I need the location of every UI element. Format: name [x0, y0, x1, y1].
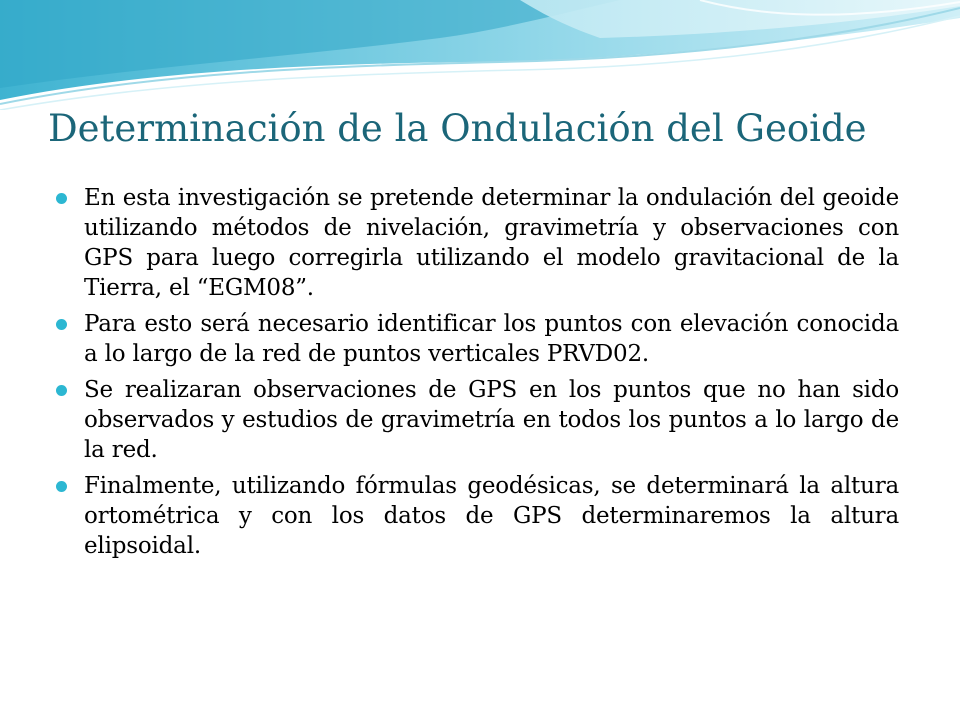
bullet-text: Finalmente, utilizando fórmulas geodésicas, se determinará la altura ortométrica y con los datos de GPS determinaremos la altura elipsoidal.: [84, 473, 899, 559]
bullet-item: [56, 471, 899, 561]
bullet-dot-icon: [56, 319, 67, 330]
bullet-list: [56, 183, 899, 567]
bullet-dot-icon: [56, 193, 67, 204]
bullet-item: [56, 183, 899, 303]
bullet-item: [56, 375, 899, 465]
slide-title: Determinación de la Ondulación del Geoide: [48, 107, 867, 150]
bullet-text: Para esto será necesario identificar los puntos con elevación conocida a lo largo de la red de puntos verticales PRVD02.: [84, 311, 899, 367]
bullet-dot-icon: [56, 385, 67, 396]
header-wave-decoration: [0, 0, 960, 110]
bullet-text: En esta investigación se pretende determinar la ondulación del geoide utilizando métodos de nivelación, gravimetría y observaciones con GPS para luego corregirla utilizando el modelo gravitacional de la Tierra, el “EGM08”.: [84, 185, 899, 301]
bullet-text: Se realizaran observaciones de GPS en los puntos que no han sido observados y estudios de gravimetría en todos los puntos a lo largo de la red.: [84, 377, 899, 463]
bullet-item: [56, 309, 899, 369]
bullet-dot-icon: [56, 481, 67, 492]
